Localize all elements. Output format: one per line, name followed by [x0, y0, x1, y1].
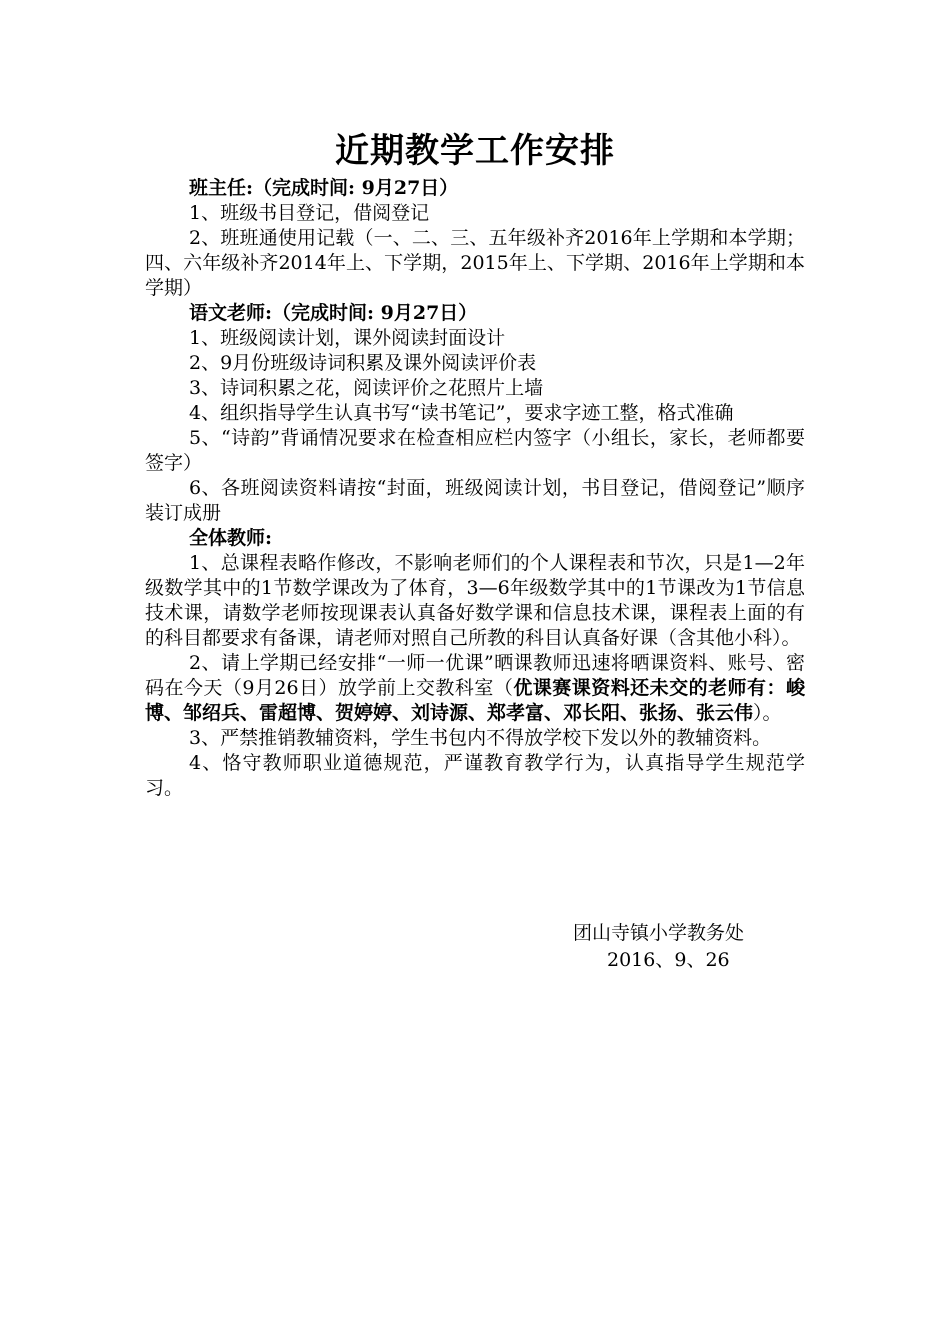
chinese-teacher-item-2: 2、9月份班级诗词积累及课外阅读评价表	[189, 352, 537, 374]
all-teachers-item-4: 4、恪守教师职业道德规范，严谨教育教学行为，认真指导学生规范学习。	[145, 752, 805, 799]
document-title: 近期教学工作安排	[335, 131, 615, 171]
section-heading-head-teacher: 班主任:（完成时间: 9月27日）	[189, 177, 459, 199]
section-heading-all-teachers: 全体教师:	[189, 527, 273, 549]
chinese-teacher-item-4: 4、组织指导学生认真书写“读书笔记”，要求字迹工整，格式准确	[189, 402, 734, 424]
section-heading-chinese-teacher: 语文老师:（完成时间: 9月27日）	[189, 302, 478, 324]
item-2-text: 2、请上学期已经安排“一师一优课”晒课教师迅速将晒课资料、账号、密码在今天（9月26日）放学前上交教科室（	[145, 652, 805, 699]
signature-date: 2016、9、26	[607, 949, 730, 971]
item-2-closing: ）。	[753, 702, 782, 724]
signature-block	[145, 920, 805, 974]
head-teacher-item-1: 1、班级书目登记，借阅登记	[189, 202, 430, 224]
signature-org: 团山寺镇小学教务处	[573, 922, 745, 944]
all-teachers-item-1: 1、总课程表略作修改，不影响老师们的个人课程表和节次，只是1—2年级数学其中的1节数学课改为了体育，3—6年级数学其中的1节课改为1节信息技术课，请数学老师按现课表认真备好数学课和信息技术课，课程表上面的有的科目都要求有备课，请老师对照自己所教的科目认真备好课（含其他小科）。	[145, 552, 805, 649]
chinese-teacher-item-6: 6、各班阅读资料请按“封面，班级阅读计划，书目登记，借阅登记”顺序装订成册	[145, 477, 805, 524]
all-teachers-item-2	[145, 651, 805, 726]
head-teacher-item-2: 2、班班通使用记载（一、二、三、五年级补齐2016年上学期和本学期；四、六年级补齐2014年上、下学期，2015年上、下学期、2016年上学期和本学期）	[145, 227, 805, 299]
chinese-teacher-item-1: 1、班级阅读计划，课外阅读封面设计	[189, 327, 506, 349]
chinese-teacher-item-5: 5、“诗韵”背诵情况要求在检查相应栏内签字（小组长，家长，老师都要签字）	[145, 427, 805, 474]
chinese-teacher-item-3: 3、诗词积累之花，阅读评价之花照片上墙	[189, 377, 544, 399]
document-body	[145, 128, 805, 801]
teachers-not-submitted: 优课赛课资料还未交的老师有：峻博、邹绍兵、雷超博、贺婷婷、刘诗源、郑孝富、邓长阳、张扬、张云伟	[145, 677, 805, 724]
all-teachers-item-3: 3、严禁推销教辅资料，学生书包内不得放学校下发以外的教辅资料。	[189, 727, 772, 749]
